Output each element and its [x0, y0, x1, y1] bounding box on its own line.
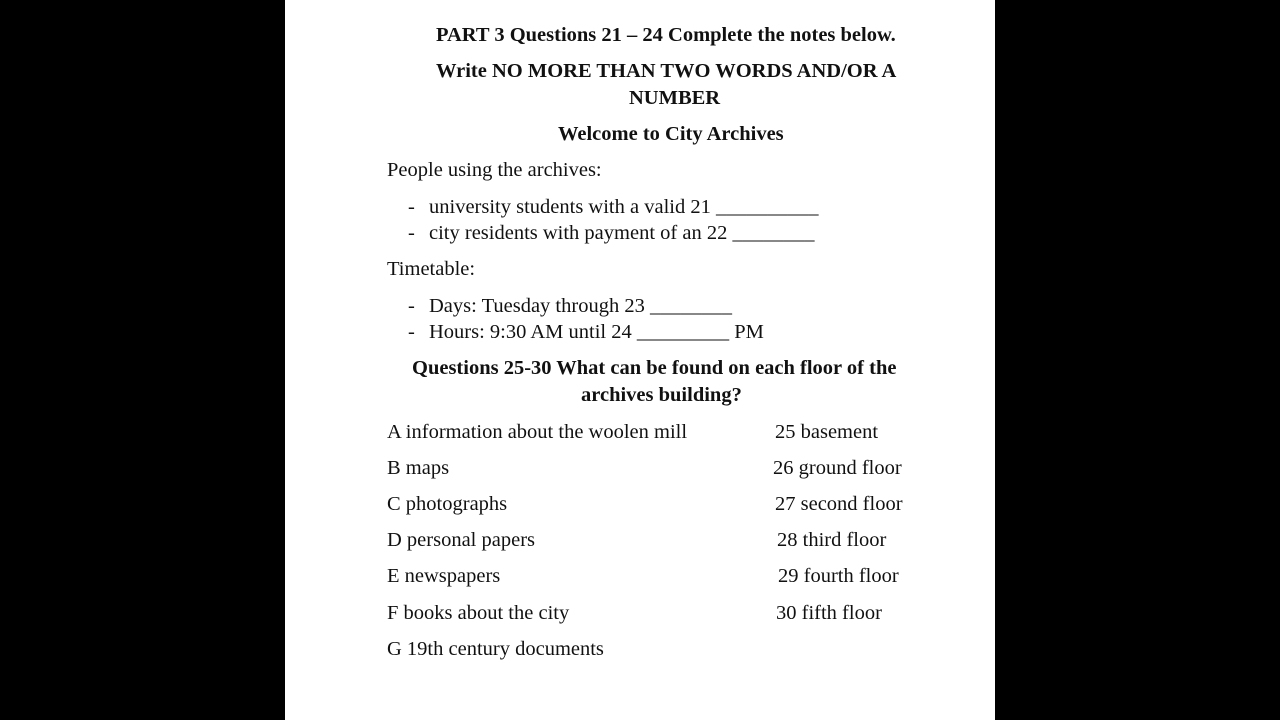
- option-item: A information about the woolen mill: [387, 421, 688, 443]
- list-bullet: -: [408, 222, 415, 244]
- option-item: G 19th century documents: [387, 638, 604, 660]
- option-item: E newspapers: [387, 565, 501, 587]
- worksheet-page: [285, 0, 995, 720]
- list-item: city residents with payment of an 22 ________: [429, 222, 815, 244]
- option-item: D personal papers: [387, 529, 536, 551]
- matching-heading-line-1: Questions 25-30 What can be found on each floor of the: [412, 357, 897, 379]
- notes-subtitle: Welcome to City Archives: [558, 123, 784, 145]
- part-title: PART 3 Questions 21 – 24 Complete the notes below.: [436, 24, 896, 46]
- instruction-line-2: NUMBER: [629, 87, 721, 109]
- list-item: Days: Tuesday through 23 ________: [429, 295, 732, 317]
- matching-heading-line-2: archives building?: [581, 384, 742, 406]
- floor-item: 25 basement: [775, 421, 879, 443]
- floor-item: 28 third floor: [777, 529, 887, 551]
- floor-item: 29 fourth floor: [778, 565, 899, 587]
- floor-item: 30 fifth floor: [776, 602, 882, 624]
- floor-item: 26 ground floor: [773, 457, 902, 479]
- list-item: university students with a valid 21 __________: [429, 196, 819, 218]
- list-bullet: -: [408, 295, 415, 317]
- option-item: B maps: [387, 457, 450, 479]
- list-item: Hours: 9:30 AM until 24 _________ PM: [429, 321, 764, 343]
- floor-item: 27 second floor: [775, 493, 903, 515]
- option-item: F books about the city: [387, 602, 570, 624]
- option-item: C photographs: [387, 493, 508, 515]
- people-heading: People using the archives:: [387, 159, 602, 181]
- list-bullet: -: [408, 196, 415, 218]
- instruction-line-1: Write NO MORE THAN TWO WORDS AND/OR A: [436, 60, 897, 82]
- list-bullet: -: [408, 321, 415, 343]
- timetable-heading: Timetable:: [387, 258, 476, 280]
